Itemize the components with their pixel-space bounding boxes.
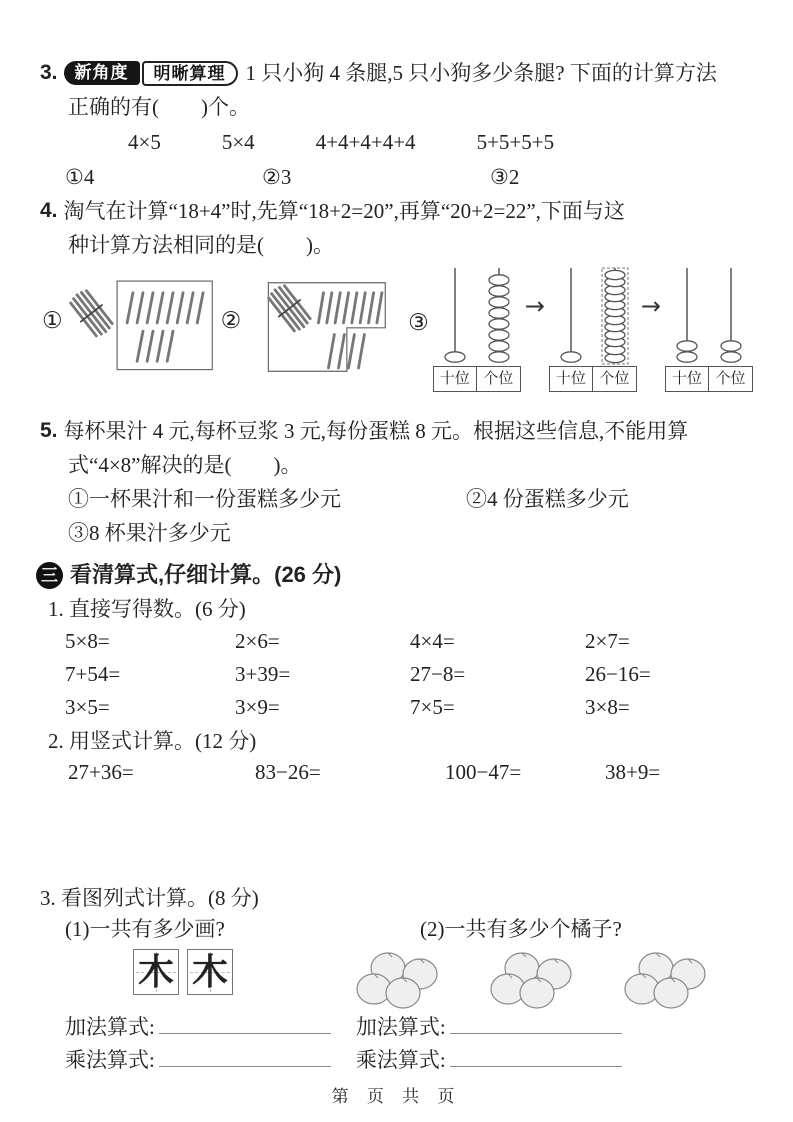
addition-label: 加法算式:	[65, 1015, 155, 1039]
question-5	[40, 414, 755, 550]
question-5-number: 5.	[40, 419, 58, 442]
place-value-labels	[433, 366, 521, 392]
abacus-rods-3	[664, 266, 754, 366]
answer-blank	[159, 1047, 331, 1067]
calc-item: 5×8=	[65, 629, 110, 653]
sticks-bundle-figure-1	[67, 266, 219, 388]
calc-item: 7×5=	[410, 695, 455, 719]
abacus-step-3	[664, 266, 754, 392]
stick-bundle-icon	[264, 281, 315, 335]
emphasized-text: 不能	[604, 419, 647, 443]
option-3: ③2	[490, 165, 520, 189]
working-space	[40, 788, 755, 881]
question-3-options	[40, 160, 755, 194]
calc-item: 3×8=	[585, 695, 630, 719]
orange-groups	[356, 949, 758, 1011]
calc-item: 27−8=	[410, 662, 466, 686]
orange-group-icon	[490, 949, 582, 1011]
expression-2: 5×4	[221, 130, 255, 154]
addition-answer-row	[356, 1011, 758, 1044]
option-1: ①4	[65, 165, 95, 189]
tens-place-label: 十位	[665, 366, 709, 392]
orange-group-icon	[624, 949, 716, 1011]
calc-item: 3+39=	[235, 662, 291, 686]
abacus-sequence	[431, 266, 755, 392]
expression-1: 4×5	[128, 130, 161, 154]
question-4-text: 淘气在计算“18+4”时,先算“18+2=20”,再算“20+2=22”,下面与这	[63, 199, 625, 223]
part-2-question: (2)一共有多少个橘子?	[420, 917, 622, 941]
orange-group-icon	[356, 949, 448, 1011]
vertical-calc-title: 2. 用竖式计算。(12 分)	[48, 729, 257, 753]
abacus-step-2	[548, 266, 638, 392]
part-1-question: (1)一共有多少画?	[65, 917, 225, 941]
section-three-title: 看清算式,仔细计算。(26 分)	[70, 562, 342, 587]
option-3: ③8 杯果汁多少元	[68, 521, 231, 545]
answer-blank	[159, 1014, 331, 1034]
sticks-bundle-figure-2	[245, 266, 402, 388]
character-grid-box	[187, 949, 233, 995]
character-boxes	[65, 949, 331, 1011]
direct-calc-grid	[40, 625, 755, 724]
tens-place-label: 十位	[433, 366, 477, 392]
stick-bundle-icon	[67, 286, 117, 340]
place-value-labels	[665, 366, 753, 392]
addition-answer-row	[65, 1011, 331, 1044]
ones-place-label: 个位	[477, 366, 521, 392]
multiplication-answer-row	[65, 1044, 331, 1077]
pictorial-calc-title: 3. 看图列式计算。(8 分)	[40, 886, 259, 910]
question-3-line-2: 正确的有( )个。	[68, 95, 250, 119]
multiplication-answer-row	[356, 1044, 758, 1077]
expression-4: 5+5+5+5	[476, 130, 555, 154]
clear-reasoning-badge: 明晰算理	[142, 61, 238, 86]
question-3-number: 3.	[40, 61, 58, 84]
answer-blank	[450, 1014, 622, 1034]
calc-item: 26−16=	[585, 662, 651, 686]
calc-item: 2×6=	[235, 629, 280, 653]
pictorial-columns	[40, 949, 755, 1077]
question-5-text: 每杯果汁 4 元,每杯豆浆 3 元,每份蛋糕 8 元。根据这些信息,不能用算	[63, 419, 689, 443]
calc-item: 27+36=	[68, 760, 134, 784]
part-1-column	[40, 949, 331, 1077]
tens-place-label: 十位	[549, 366, 593, 392]
calc-item: 38+9=	[605, 760, 661, 784]
calc-item: 3×5=	[65, 695, 110, 719]
calc-item: 2×7=	[585, 629, 630, 653]
character-grid-box	[133, 949, 179, 995]
answer-blank	[450, 1047, 622, 1067]
option-2: ②4 份蛋糕多少元	[466, 487, 629, 511]
calc-item: 83−26=	[255, 760, 321, 784]
calc-item: 7+54=	[65, 662, 121, 686]
question-4-number: 4.	[40, 199, 58, 222]
question-4	[40, 194, 755, 408]
abacus-rods-1	[432, 266, 522, 366]
question-3-text: 1 只小狗 4 条腿,5 只小狗多少条腿? 下面的计算方法	[245, 61, 717, 85]
section-three-icon: 三	[36, 562, 63, 589]
place-value-labels	[549, 366, 637, 392]
question-5-options-row	[40, 482, 755, 516]
addition-label: 加法算式:	[355, 1015, 446, 1039]
direct-calc-title: 1. 直接写得数。(6 分)	[48, 597, 246, 621]
figure-1-label: ①	[42, 308, 63, 333]
option-1: ①一杯果汁和一份蛋糕多少元	[68, 487, 341, 511]
question-3	[40, 56, 755, 194]
calc-item: 100−47=	[445, 760, 522, 784]
figure-3-label: ③	[408, 310, 429, 335]
question-4-figures	[40, 266, 755, 408]
expression-3: 4+4+4+4+4	[315, 130, 416, 154]
question-5-line-2: 式“4×8”解决的是( )。	[68, 453, 302, 477]
figure-2-label: ②	[220, 308, 242, 333]
calc-item: 4×4=	[410, 629, 455, 653]
abacus-step-1	[432, 266, 522, 392]
vertical-calc-row	[40, 756, 755, 788]
abacus-rods-2	[548, 266, 638, 366]
arrow-right-icon: →	[640, 292, 661, 320]
character-mu: 木	[137, 952, 174, 992]
question-4-line-1	[40, 194, 755, 228]
calc-item: 3×9=	[235, 695, 280, 719]
section-three-header	[36, 558, 755, 592]
new-angle-badge: 新角度	[64, 61, 140, 85]
pictorial-parts-row	[40, 913, 755, 945]
ones-place-label: 个位	[709, 366, 753, 392]
page-content	[40, 56, 755, 1077]
question-5-line-1	[40, 414, 755, 448]
multiplication-label: 乘法算式:	[355, 1048, 446, 1072]
option-2: ②3	[262, 165, 292, 189]
question-4-line-2: 种计算方法相同的是( )。	[68, 233, 334, 257]
part-2-column	[331, 949, 758, 1077]
multiplication-label: 乘法算式:	[65, 1048, 155, 1072]
character-mu: 木	[191, 952, 228, 992]
arrow-right-icon: →	[524, 292, 545, 320]
question-3-expressions	[40, 124, 755, 160]
question-3-line-1	[40, 56, 755, 90]
ones-place-label: 个位	[593, 366, 637, 392]
page-footer: 第 页 共 页	[331, 1087, 462, 1106]
